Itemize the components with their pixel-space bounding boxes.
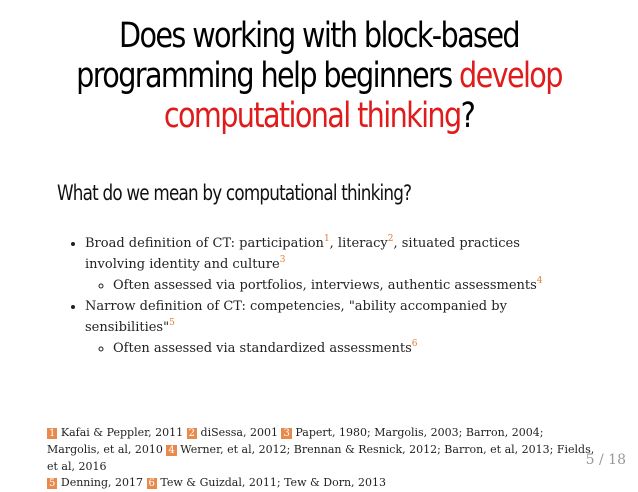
reference-badge: 4 [168,445,175,456]
title-question-mark: ? [460,96,475,136]
footnote-ref[interactable]: 1 [323,234,330,244]
reference-text: Denning, 2017 [60,476,144,489]
title-line-2 [57,56,580,96]
sub-bullet-broad-assessment [113,275,575,296]
reference-text: diSessa, 2001 [200,426,278,439]
sub-bullet-text: Often assessed via portfolios, interviews, authentic assessments [113,278,537,293]
references [47,425,595,492]
title-line-2-text: programming help beginners [76,56,460,96]
reference-text: Tew & Guizdal, 2011; Tew & Dorn, 2013 [160,476,387,489]
bullet-text: Broad definition of CT: participation [85,236,324,251]
reference-badge: 1 [49,428,56,439]
sub-bullet-list [85,338,575,359]
sub-bullet-narrow-assessment [113,338,575,359]
slide-subtitle: What do we mean by computational thinking? [57,181,412,205]
bullet-list [57,233,575,359]
title-line-1: Does working with block-based [119,16,519,56]
footnote-ref[interactable]: 5 [169,318,175,328]
reference-text: Werner, et al, 2012; Brennan & Resnick, 2012; Barron, et al, 2013; Fields, et al, 2016 [47,443,595,473]
title-accent-develop: develop [459,56,562,96]
sub-bullet-list [85,275,575,296]
bullet-narrow-definition [85,296,575,359]
bullet-text: Narrow definition of CT: competencies, "ability accompanied by sensibilities" [85,299,507,335]
bullet-text: , situated practices involving identity and culture [85,236,520,272]
footnote-ref[interactable]: 3 [279,255,286,265]
footnote-ref[interactable]: 2 [387,234,394,244]
bullet-text: , literacy [329,236,388,251]
sub-bullet-text: Often assessed via standardized assessments [113,341,412,356]
reference-text: Kafai & Peppler, 2011 [60,426,184,439]
reference-badge: 5 [49,478,56,489]
page-number: 5 / 18 [585,452,626,468]
bullet-broad-definition [85,233,575,296]
footnote-ref[interactable]: 4 [536,276,543,286]
reference-badge: 3 [283,428,290,439]
slide-title [57,16,580,136]
title-line-3 [57,96,580,136]
reference-text: Papert, 1980; Margolis, 2003; Barron, 2004; Margolis, et al, 2010 [47,426,544,456]
reference-badge: 2 [188,428,196,439]
title-accent-ct: computational thinking [163,96,461,136]
reference-badge: 6 [148,478,155,489]
footnote-ref[interactable]: 6 [411,339,418,349]
